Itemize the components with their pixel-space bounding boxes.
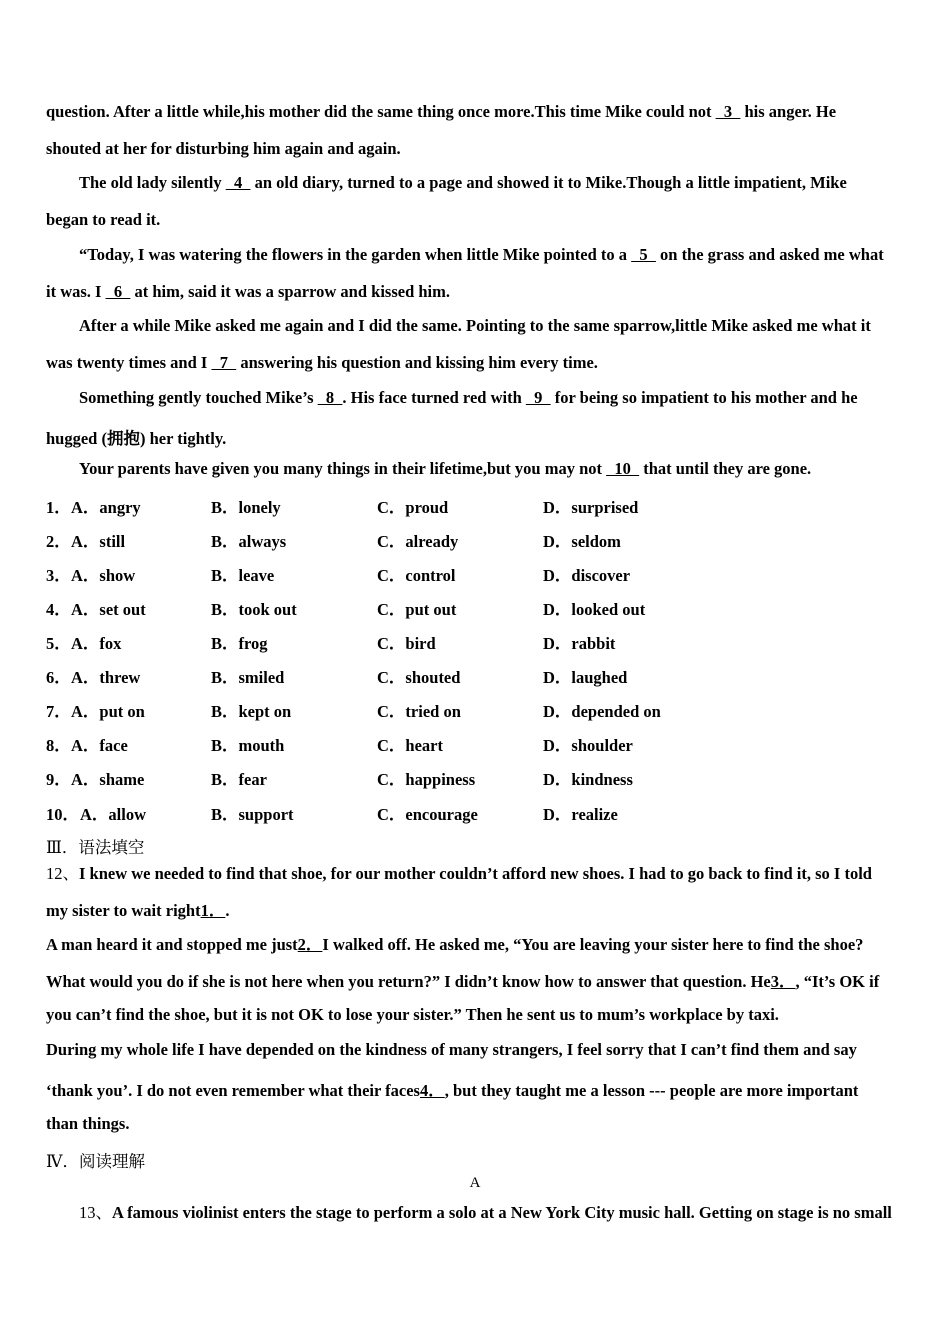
option-number: 3． — [46, 566, 71, 585]
grammar-line: During my whole life I have depended on the kindness of many strangers, I feel sorry that I can’t find them and say — [46, 1040, 857, 1059]
grammar-line: than things. — [46, 1114, 130, 1133]
text: an old diary, turned to a page and showed it to Mike.Though a little impatient, Mike — [250, 173, 847, 192]
option-b: B．support — [211, 805, 294, 824]
grammar-blank-3: 3． — [770, 972, 796, 991]
grammar-line — [46, 931, 863, 955]
grammar-blank-4: 4． — [419, 1081, 445, 1100]
grammar-line — [46, 1077, 858, 1101]
text: that until they are gone. — [639, 459, 812, 478]
option-d: D．laughed — [543, 668, 628, 687]
option-c: C．heart — [377, 736, 443, 755]
blank-10: 10 — [606, 459, 640, 478]
option-d: D．kindness — [543, 770, 633, 789]
option-b: B．mouth — [211, 736, 285, 755]
cloze-line — [46, 282, 450, 302]
text: his anger. He — [740, 102, 837, 121]
option-b: B．frog — [211, 634, 268, 653]
option-d: D．shoulder — [543, 736, 633, 755]
option-b: B．smiled — [211, 668, 285, 687]
option-b: B．fear — [211, 770, 267, 789]
option-b: B．kept on — [211, 702, 292, 721]
option-number: 4． — [46, 600, 71, 619]
option-d: D．depended on — [543, 702, 661, 721]
option-c: C．happiness — [377, 770, 476, 789]
blank-3: 3 — [715, 102, 741, 121]
text: , but they taught me a lesson --- people are more important — [444, 1081, 859, 1100]
option-d: D．seldom — [543, 532, 621, 551]
text: . — [225, 901, 230, 920]
option-number: 7． — [46, 702, 71, 721]
grammar-line: you can’t find the shoe, but it is not OK to lose your sister.” Then he sent us to mum’s workplace by taxi. — [46, 1005, 779, 1024]
option-number: 5． — [46, 634, 71, 653]
blank-5: 5 — [631, 245, 656, 264]
option-number: 6． — [46, 668, 71, 687]
option-number: 10． — [46, 805, 79, 824]
text: A man heard it and stopped me just — [46, 935, 298, 954]
option-c: C．proud — [377, 498, 449, 517]
text: I walked off. He asked me, “You are leaving your sister here to find the shoe? — [322, 935, 864, 954]
text: , “It’s OK if — [795, 972, 880, 991]
question-number: 12、 — [46, 864, 79, 883]
option-a: A．allow — [80, 805, 146, 824]
option-c: C．shouted — [377, 668, 461, 687]
text: at him, said it was a sparrow and kissed him. — [130, 282, 451, 301]
reading-line — [79, 1199, 892, 1223]
text: for being so impatient to his mother and he — [550, 388, 858, 407]
text: answering his question and kissing him every time. — [236, 353, 598, 372]
cloze-line — [79, 245, 884, 265]
passage-label: A — [469, 1175, 481, 1191]
option-number: 9． — [46, 770, 71, 789]
option-b: B．lonely — [211, 498, 281, 517]
option-d: D．discover — [543, 566, 631, 585]
option-a: A．put on — [71, 702, 145, 721]
option-d: D．realize — [543, 805, 618, 824]
option-number: 1． — [46, 498, 71, 517]
cloze-line — [79, 388, 858, 408]
section-heading-grammar: Ⅲ．语法填空 — [46, 838, 145, 857]
text: it was. I — [46, 282, 106, 301]
cloze-line — [79, 459, 811, 479]
grammar-line — [46, 968, 879, 992]
option-b: B．took out — [211, 600, 297, 619]
blank-9: 9 — [525, 388, 551, 407]
grammar-blank-1: 1． — [200, 901, 226, 920]
cloze-line — [46, 102, 836, 122]
option-a: A．still — [71, 532, 126, 551]
option-a: A．face — [71, 736, 128, 755]
option-c: C．control — [377, 566, 456, 585]
option-a: A．threw — [71, 668, 141, 687]
question-number: 13、 — [79, 1203, 112, 1222]
option-a: A．angry — [71, 498, 141, 517]
text: . His face turned red with — [342, 388, 526, 407]
text: Something gently touched Mike’s — [79, 388, 318, 407]
text: I knew we needed to find that shoe, for our mother couldn’t afford new shoes. I had to go back to find it, so I told — [79, 864, 872, 883]
option-d: D．looked out — [543, 600, 646, 619]
cloze-line: began to read it. — [46, 210, 161, 229]
cloze-line — [46, 353, 598, 373]
text: was twenty times and I — [46, 353, 212, 372]
text: question. After a little while,his mother did the same thing once more.This time Mike could not — [46, 102, 716, 121]
text: my sister to wait right — [46, 901, 201, 920]
text: ‘thank you’. I do not even remember what their faces — [46, 1081, 420, 1100]
text: “Today, I was watering the flowers in the garden when little Mike pointed to a — [79, 245, 632, 264]
option-c: C．put out — [377, 600, 457, 619]
option-d: D．surprised — [543, 498, 639, 517]
option-a: A．shame — [71, 770, 145, 789]
blank-7: 7 — [211, 353, 237, 372]
cloze-line: hugged (拥抱) her tightly. — [46, 429, 227, 448]
text: A famous violinist enters the stage to perform a solo at a New York City music hall. Getting on stage is no small — [112, 1203, 892, 1222]
grammar-blank-2: 2． — [297, 935, 323, 954]
cloze-line: shouted at her for disturbing him again and again. — [46, 139, 401, 158]
option-c: C．already — [377, 532, 459, 551]
option-b: B．leave — [211, 566, 275, 585]
cloze-line — [79, 173, 847, 193]
blank-6: 6 — [105, 282, 131, 301]
option-number: 8． — [46, 736, 71, 755]
blank-4: 4 — [225, 173, 251, 192]
option-a: A．show — [71, 566, 136, 585]
option-a: A．fox — [71, 634, 122, 653]
text: What would you do if she is not here when you return?” I didn’t know how to answer that question. He — [46, 972, 771, 991]
text: Your parents have given you many things in their lifetime,but you may not — [79, 459, 607, 478]
option-b: B．always — [211, 532, 287, 551]
option-c: C．bird — [377, 634, 436, 653]
option-number: 2． — [46, 532, 71, 551]
text: The old lady silently — [79, 173, 226, 192]
text: on the grass and asked me what — [655, 245, 884, 264]
section-heading-reading: Ⅳ．阅读理解 — [46, 1152, 145, 1171]
grammar-line — [46, 860, 872, 884]
option-c: C．tried on — [377, 702, 461, 721]
cloze-line: After a while Mike asked me again and I did the same. Pointing to the same sparrow,little Mike asked me what it — [79, 316, 871, 335]
grammar-line — [46, 897, 229, 921]
option-c: C．encourage — [377, 805, 478, 824]
option-a: A．set out — [71, 600, 146, 619]
blank-8: 8 — [317, 388, 343, 407]
option-d: D．rabbit — [543, 634, 616, 653]
